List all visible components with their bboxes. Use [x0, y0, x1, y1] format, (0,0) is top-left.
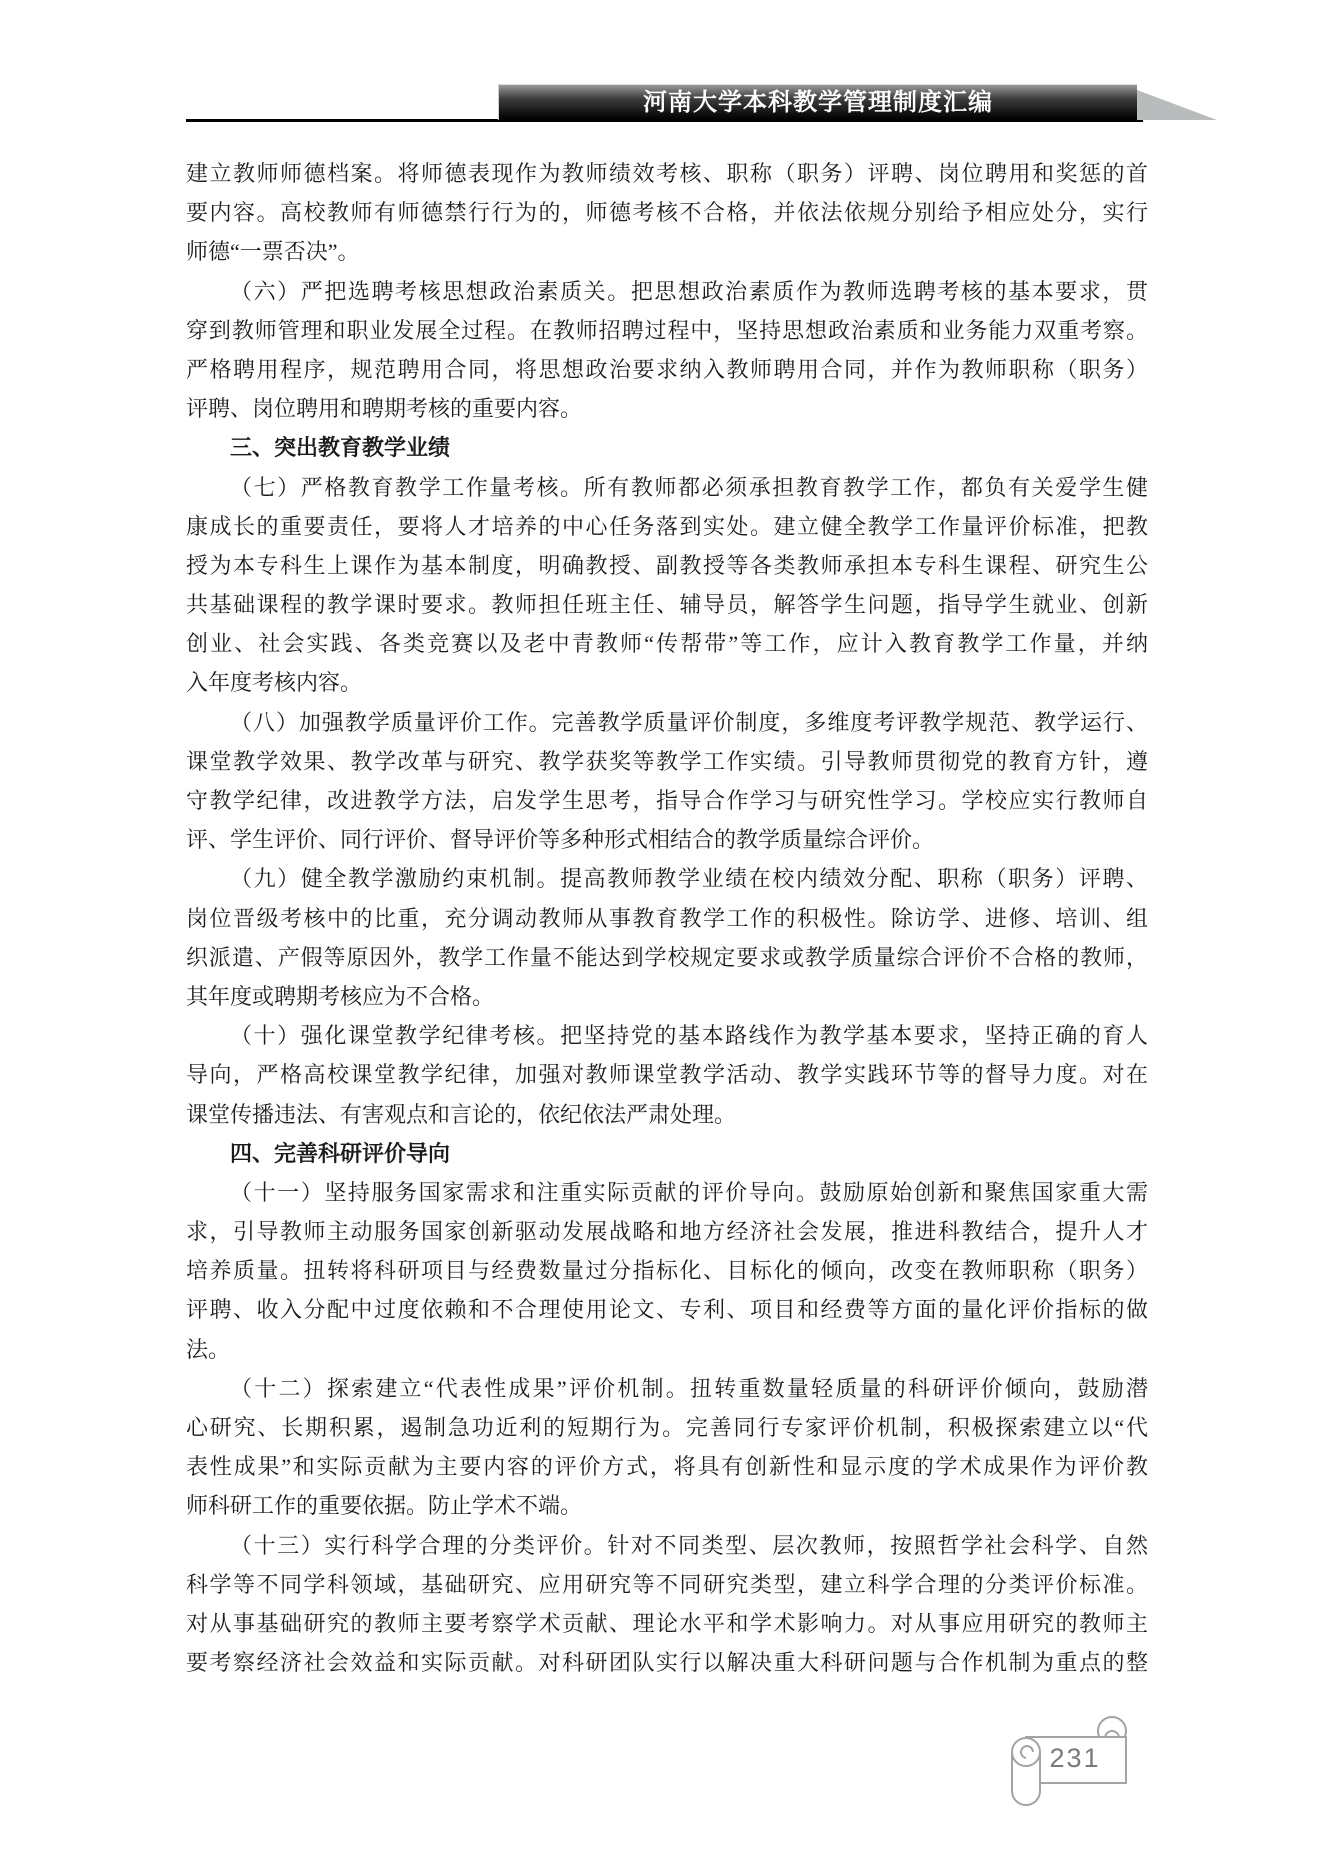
text-line: （十）强化课堂教学纪律考核。把坚持党的基本路线作为教学基本要求，坚持正确的育人: [230, 1023, 1148, 1049]
text-line: 要考察经济社会效益和实际贡献。对科研团队实行以解决重大科研问题与合作机制为重点的整: [186, 1650, 1148, 1676]
text-line: 表性成果”和实际贡献为主要内容的评价方式，将具有创新性和显示度的学术成果作为评价教: [186, 1454, 1148, 1480]
document-body: [186, 154, 1148, 1682]
text-line: 康成长的重要责任，要将人才培养的中心任务落到实处。建立健全教学工作量评价标准，把教: [186, 513, 1148, 539]
text-line: 评聘、岗位聘用和聘期考核的重要内容。: [186, 396, 583, 422]
text-line: 创业、社会实践、各类竞赛以及老中青教师“传帮带”等工作，应计入教育教学工作量，并纳: [186, 631, 1148, 657]
text-line: 评、学生评价、同行评价、督导评价等多种形式相结合的教学质量综合评价。: [186, 827, 935, 853]
text-line: 要内容。高校教师有师德禁行行为的，师德考核不合格，并依法依规分别给予相应处分，实行: [186, 200, 1148, 226]
text-line: 守教学纪律，改进教学方法，启发学生思考，指导合作学习与研究性学习。学校应实行教师自: [186, 788, 1148, 813]
text-line: （八）加强教学质量评价工作。完善教学质量评价制度，多维度考评教学规范、教学运行、: [230, 709, 1148, 735]
text-line: （六）严把选聘考核思想政治素质关。把思想政治素质作为教师选聘考核的基本要求，贯: [230, 278, 1148, 304]
text-line: 法。: [186, 1336, 231, 1362]
text-line: 师德“一票否决”。: [186, 239, 360, 265]
text-line: 求，引导教师主动服务国家创新驱动发展战略和地方经济社会发展，推进科教结合，提升人才: [186, 1219, 1148, 1245]
text-line: 岗位晋级考核中的比重，充分调动教师从事教育教学工作的积极性。除访学、进修、培训、组: [186, 905, 1148, 931]
text-line: 导向，严格高校课堂教学纪律，加强对教师课堂教学活动、教学实践环节等的督导力度。对在: [186, 1062, 1148, 1088]
header-arrow-icon: [1137, 90, 1217, 120]
text-line: 师科研工作的重要依据。防止学术不端。: [186, 1493, 583, 1519]
text-line: 四、完善科研评价导向: [230, 1140, 451, 1166]
text-line: （十一）坚持服务国家需求和注重实际贡献的评价导向。鼓励原始创新和聚焦国家重大需: [230, 1179, 1148, 1205]
text-line: 严格聘用程序，规范聘用合同，将思想政治要求纳入教师聘用合同，并作为教师职称（职务）: [186, 356, 1148, 382]
text-line: 三、突出教育教学业绩: [230, 435, 451, 461]
text-line: 其年度或聘期考核应为不合格。: [186, 983, 495, 1009]
text-line: （十二）探索建立“代表性成果”评价机制。扭转重数量轻质量的科研评价倾向，鼓励潜: [230, 1375, 1148, 1401]
text-line: 心研究、长期积累，遏制急功近利的短期行为。完善同行专家评价机制，积极探索建立以“代: [186, 1415, 1148, 1440]
text-line: 授为本专科生上课作为基本制度，明确教授、副教授等各类教师承担本专科生课程、研究生公: [186, 552, 1148, 578]
text-line: 评聘、收入分配中过度依赖和不合理使用论文、专利、项目和经费等方面的量化评价指标的做: [186, 1297, 1148, 1323]
text-line: 织派遣、产假等原因外，教学工作量不能达到学校规定要求或教学质量综合评价不合格的教师，: [186, 944, 1148, 970]
text-line: 科学等不同学科领域，基础研究、应用研究等不同研究类型，建立科学合理的分类评价标准。: [186, 1571, 1148, 1597]
text-line: （九）健全教学激励约束机制。提高教师教学业绩在校内绩效分配、职称（职务）评聘、: [230, 866, 1148, 892]
page-number: 231: [1049, 1743, 1101, 1773]
text-line: 课堂传播违法、有害观点和言论的，依纪依法严肃处理。: [186, 1101, 737, 1127]
text-line: （十三）实行科学合理的分类评价。针对不同类型、层次教师，按照哲学社会科学、自然: [230, 1532, 1148, 1558]
text-line: 共基础课程的教学课时要求。教师担任班主任、辅导员，解答学生问题，指导学生就业、创新: [186, 592, 1148, 618]
text-line: 课堂教学效果、教学改革与研究、教学获奖等教学工作实绩。引导教师贯彻党的教育方针，遵: [186, 748, 1148, 774]
text-line: 建立教师师德档案。将师德表现作为教师绩效考核、职称（职务）评聘、岗位聘用和奖惩的首: [186, 161, 1148, 186]
page-number-scroll: [1000, 1708, 1140, 1813]
text-line: （七）严格教育教学工作量考核。所有教师都必须承担教育教学工作，都负有关爱学生健: [230, 474, 1148, 500]
text-line: 入年度考核内容。: [186, 670, 363, 696]
header-banner: [498, 84, 1137, 120]
text-line: 培养质量。扭转将科研项目与经费数量过分指标化、目标化的倾向，改变在教师职称（职务）: [186, 1258, 1148, 1284]
header-title: 河南大学本科教学管理制度汇编: [643, 89, 993, 116]
text-line: 对从事基础研究的教师主要考察学术贡献、理论水平和学术影响力。对从事应用研究的教师主: [186, 1610, 1148, 1636]
text-line: 穿到教师管理和职业发展全过程。在教师招聘过程中，坚持思想政治素质和业务能力双重考察。: [186, 317, 1148, 343]
